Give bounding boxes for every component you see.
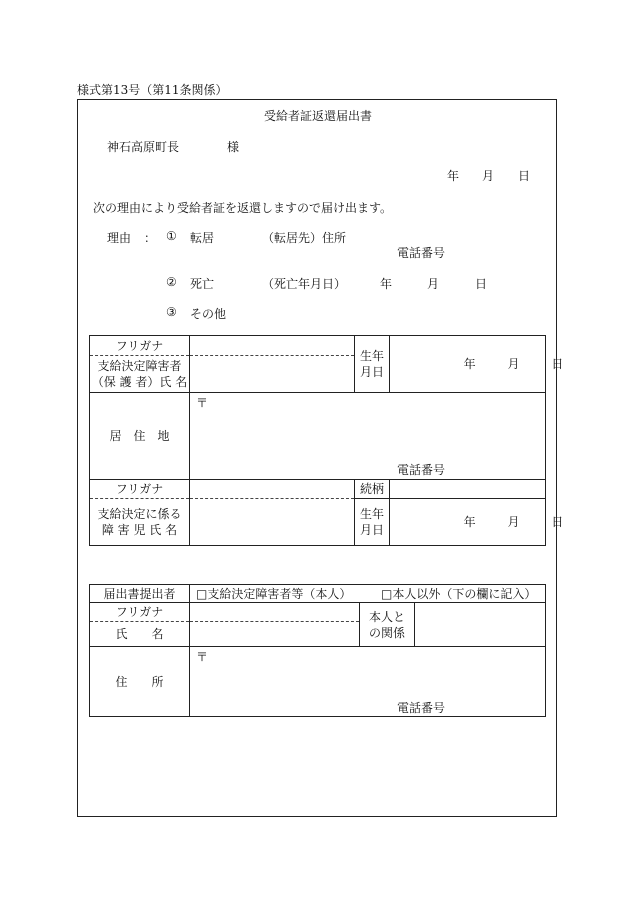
reason-1-phone: 電話番号 <box>397 246 446 260</box>
reason-colon: ： <box>144 231 157 245</box>
submitter-address-label: 住 所 <box>90 647 190 717</box>
submitter-address-input[interactable] <box>190 647 546 717</box>
reason-label: 理由 <box>107 231 132 245</box>
child-birth-day: 日 <box>551 515 564 529</box>
applicant-name-label-line1: 支給決定障害者 <box>97 359 182 373</box>
reason-2-number: ② <box>166 275 177 289</box>
addressee-town: 神石高原町長 <box>107 140 180 154</box>
birth-label-line1: 生年 <box>359 349 384 363</box>
residence-label: 居 住 地 <box>90 393 190 480</box>
child-birth-year: 年 <box>463 515 476 529</box>
reason-3-text: その他 <box>190 307 227 321</box>
residence-phone-label: 電話番号 <box>397 463 446 477</box>
submitter-name-label: 氏 名 <box>90 622 190 647</box>
choice-self-checkbox[interactable]: □支給決定障害者等（本人） <box>196 586 352 601</box>
submitter-phone-label: 電話番号 <box>397 701 446 715</box>
submitter-relation-line1: 本人と <box>368 609 405 624</box>
form-title: 受給者証返還届出書 <box>264 109 373 123</box>
submitter-table <box>89 584 546 717</box>
child-birth-date-field[interactable] <box>390 499 564 546</box>
reason-1-number: ① <box>166 229 177 243</box>
furigana-label: フリガナ <box>90 336 190 356</box>
date-year: 年 <box>447 169 460 183</box>
applicant-table <box>89 335 564 546</box>
child-birth-label-line2: 月日 <box>359 523 384 537</box>
date-day: 日 <box>518 169 531 183</box>
submitter-postal-mark: 〒 <box>196 650 209 664</box>
child-birth-month: 月 <box>507 515 520 529</box>
submitter-name-input[interactable] <box>190 622 360 647</box>
applicant-name-label-line2: （保 護 者）氏 名 <box>91 375 188 389</box>
birth-label-line2: 月日 <box>359 365 384 379</box>
reason-2-sub: （死亡年月日） <box>262 277 347 291</box>
birth-date-field[interactable] <box>390 336 564 393</box>
birth-day: 日 <box>551 357 564 371</box>
residence-input[interactable] <box>190 393 546 480</box>
reason-2-month: 月 <box>427 277 440 291</box>
relation-input[interactable] <box>390 480 546 499</box>
submitter-relation-label <box>360 603 415 647</box>
applicant-name-label <box>90 356 190 393</box>
reason-1-text: 転居 <box>190 231 215 245</box>
child-name-input[interactable] <box>190 499 355 546</box>
birth-month: 月 <box>507 357 520 371</box>
submitter-furigana-label: フリガナ <box>90 603 190 622</box>
child-birth-label <box>355 499 390 546</box>
addressee-honorific: 様 <box>227 140 240 154</box>
birth-label <box>355 336 390 393</box>
child-name-label <box>90 499 190 546</box>
submitter-relation-input[interactable] <box>415 603 546 647</box>
birth-year: 年 <box>463 357 476 371</box>
submitter-label: 届出書提出者 <box>90 585 190 603</box>
child-name-label-line2: 障 害 児 氏 名 <box>101 523 178 537</box>
child-birth-label-line1: 生年 <box>359 507 384 521</box>
intro-text: 次の理由により受給者証を返還しますので届け出ます。 <box>93 201 393 215</box>
form-number: 様式第13号（第11条関係） <box>77 83 228 97</box>
applicant-name-input[interactable] <box>190 356 355 393</box>
reason-2-year: 年 <box>380 277 393 291</box>
child-name-label-line1: 支給決定に係る <box>97 507 182 521</box>
furigana-input[interactable] <box>190 336 355 356</box>
child-furigana-label: フリガナ <box>90 480 190 499</box>
submitter-relation-line2: の関係 <box>368 625 405 640</box>
residence-postal-mark: 〒 <box>196 396 209 410</box>
date-month: 月 <box>482 169 495 183</box>
reason-2-day: 日 <box>475 277 488 291</box>
reason-3-number: ③ <box>166 305 177 319</box>
child-furigana-input[interactable] <box>190 480 355 499</box>
choice-other-checkbox[interactable]: □本人以外（下の欄に記入） <box>381 586 537 601</box>
submitter-choices <box>190 585 546 603</box>
relation-label: 続柄 <box>355 480 390 499</box>
reason-1-sub: （転居先）住所 <box>262 231 347 245</box>
submitter-furigana-input[interactable] <box>190 603 360 622</box>
reason-2-text: 死亡 <box>190 277 215 291</box>
